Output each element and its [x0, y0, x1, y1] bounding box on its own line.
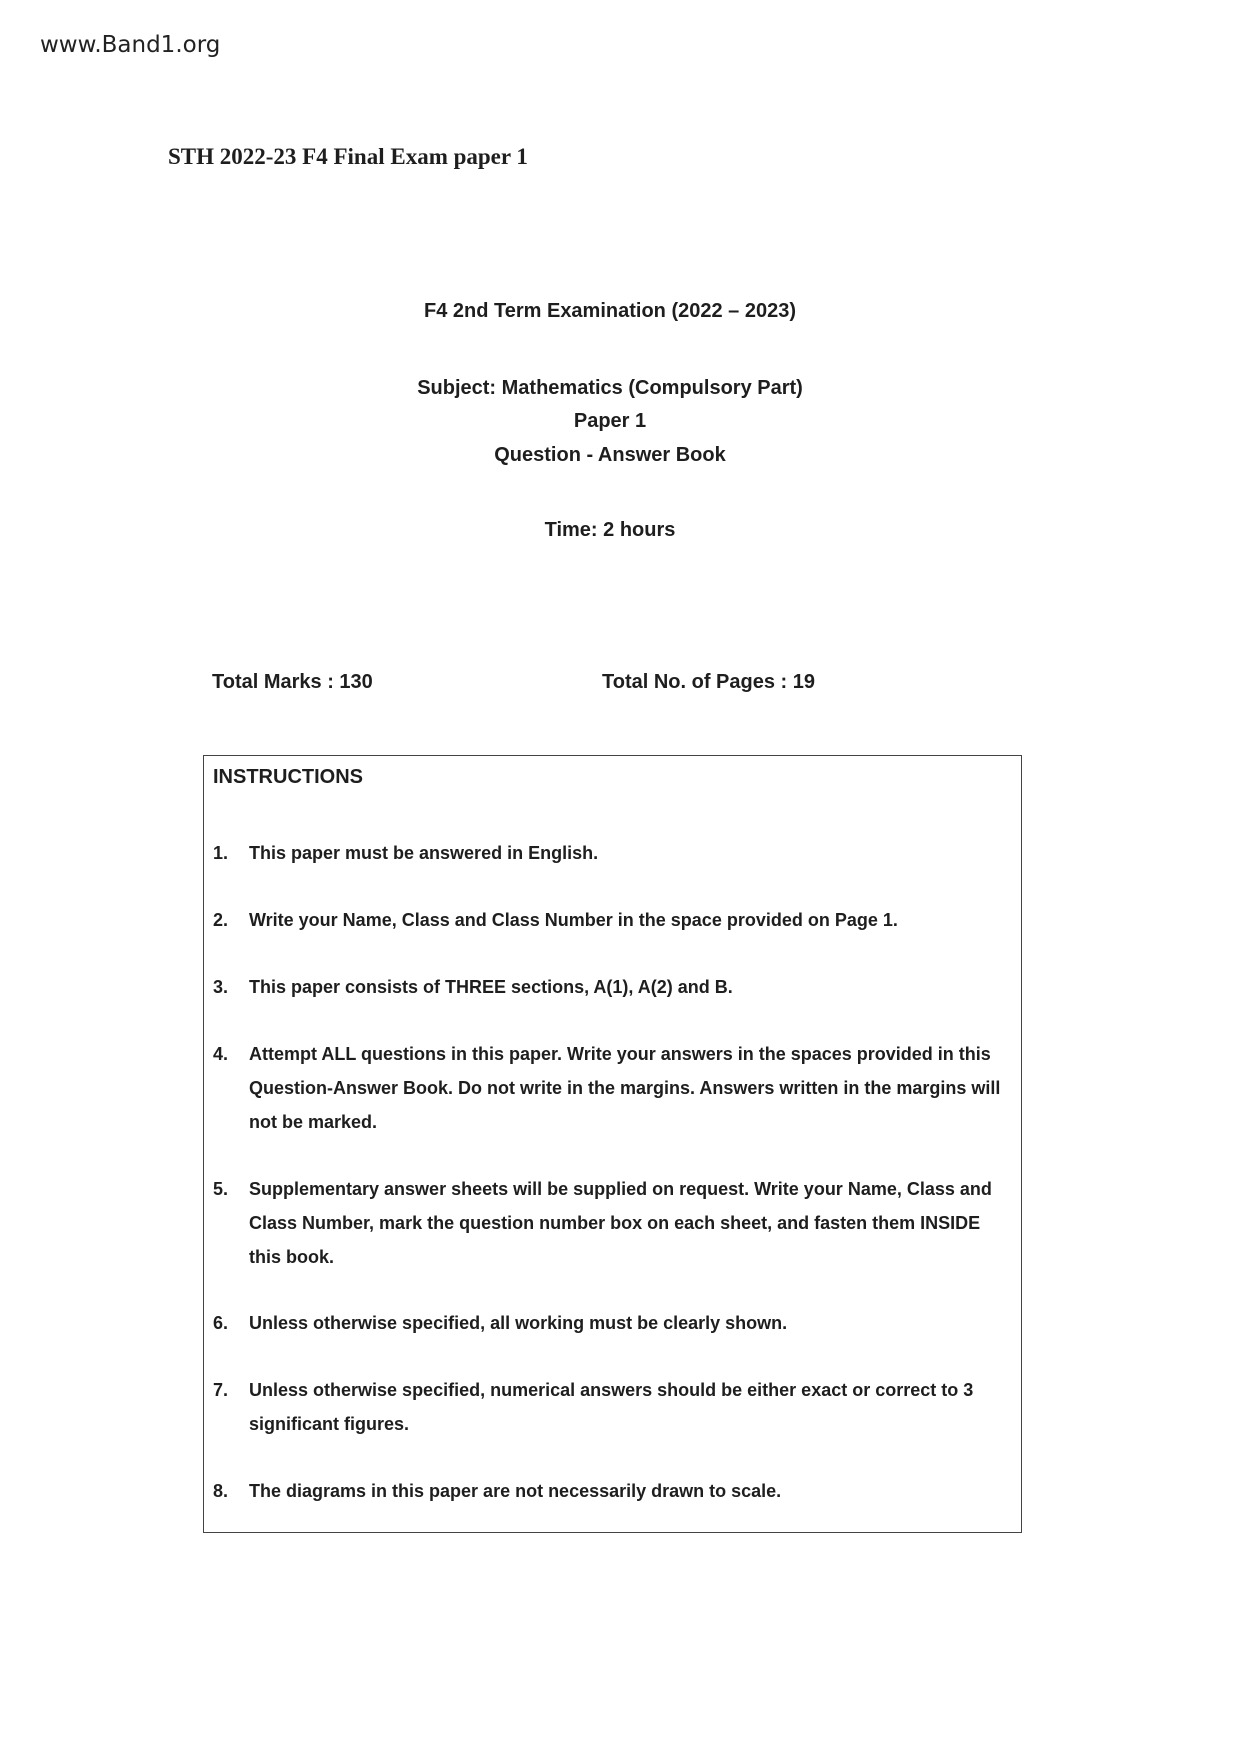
- item-number: 5.: [213, 1179, 229, 1199]
- instruction-item: [213, 903, 1013, 937]
- item-number: 2.: [213, 910, 229, 930]
- item-text: Supplementary answer sheets will be supplied on request. Write your Name, Class and Class Number, mark the question number box on each sheet, and fasten them INSIDE this book.: [249, 1179, 992, 1267]
- instructions-heading: INSTRUCTIONS: [213, 766, 363, 788]
- item-number: 8.: [213, 1481, 229, 1501]
- document-title: STH 2022-23 F4 Final Exam paper 1: [168, 144, 528, 169]
- watermark: www.Band1.org: [40, 32, 221, 58]
- item-number: 6.: [213, 1313, 229, 1333]
- item-number: 1.: [213, 843, 229, 863]
- instructions-box: [203, 755, 1022, 1533]
- instruction-item: [213, 1172, 1013, 1274]
- instruction-item: [213, 970, 1013, 1004]
- instruction-item: [213, 1306, 1013, 1340]
- item-number: 4.: [213, 1044, 229, 1064]
- item-text: Write your Name, Class and Class Number in the space provided on Page 1.: [249, 910, 898, 930]
- item-text: Unless otherwise specified, all working must be clearly shown.: [249, 1313, 788, 1333]
- total-marks: Total Marks : 130: [212, 671, 373, 693]
- instruction-item: [213, 1373, 1013, 1441]
- book-type: Question - Answer Book: [494, 444, 726, 466]
- item-text: This paper consists of THREE sections, A(1), A(2) and B.: [249, 977, 733, 997]
- instruction-item: [213, 1037, 1013, 1139]
- instruction-item: [213, 1474, 1013, 1508]
- subject: Subject: Mathematics (Compulsory Part): [417, 377, 803, 399]
- item-number: 3.: [213, 977, 229, 997]
- item-text: This paper must be answered in English.: [249, 843, 599, 863]
- instruction-item: [213, 836, 1013, 870]
- paper: Paper 1: [573, 410, 647, 432]
- item-text: Attempt ALL questions in this paper. Write your answers in the spaces provided in this Question-Answer Book. Do not write in the margins. Answers written in the margins will not be marked.: [249, 1044, 1001, 1132]
- item-text: The diagrams in this paper are not necessarily drawn to scale.: [249, 1481, 782, 1501]
- time: Time: 2 hours: [544, 519, 676, 541]
- item-text: Unless otherwise specified, numerical answers should be either exact or correct to 3 significant figures.: [249, 1380, 974, 1434]
- item-number: 7.: [213, 1380, 229, 1400]
- exam-title: F4 2nd Term Examination (2022 – 2023): [423, 300, 796, 322]
- total-pages: Total No. of Pages : 19: [602, 671, 815, 693]
